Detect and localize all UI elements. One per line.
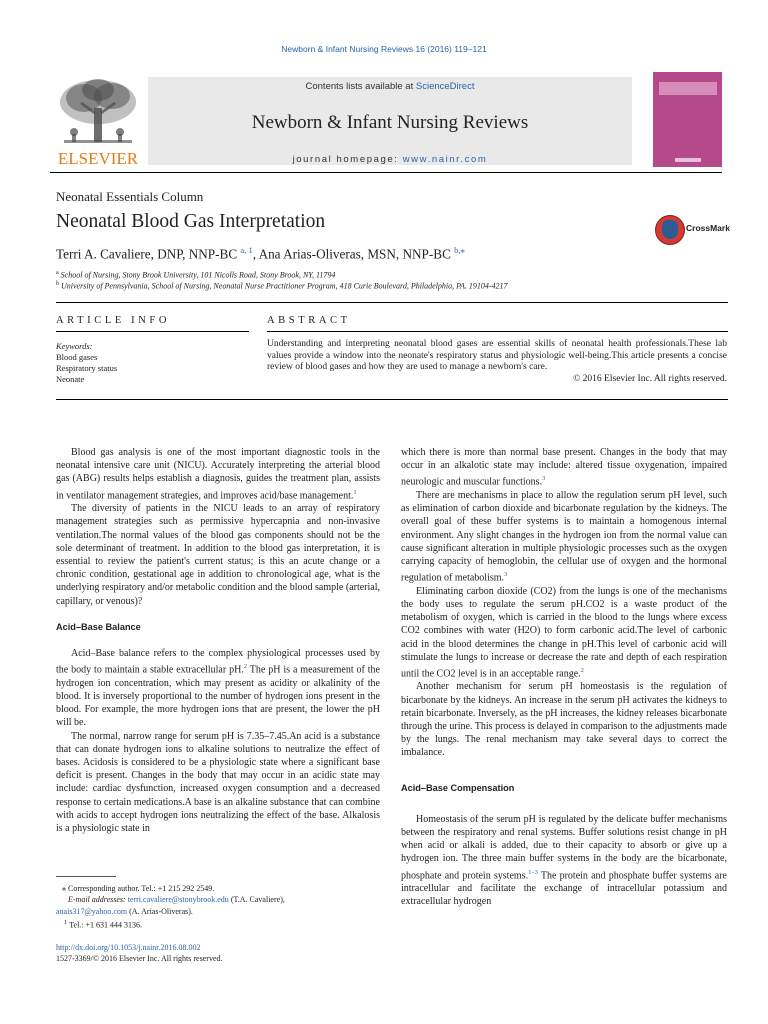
cover-bar [675, 158, 701, 162]
contents-line: Contents lists available at ScienceDirect [305, 81, 475, 92]
journal-banner [148, 77, 632, 165]
journal-homepage: journal homepage: www.nainr.com [292, 154, 488, 165]
abstract-copyright: © 2016 Elsevier Inc. All rights reserved. [573, 374, 727, 385]
keywords-label: Keywords: [56, 341, 93, 351]
sciencedirect-link[interactable]: ScienceDirect [415, 81, 475, 92]
journal-cover-thumbnail[interactable] [653, 72, 722, 167]
article-info-heading: ARTICLE INFO [56, 315, 171, 326]
body-column-right [401, 446, 727, 909]
footnotes [56, 883, 376, 931]
email-note-cont: anais317@yahoo.com (A. Arias-Oliveras). [56, 906, 193, 916]
footnote-divider [56, 876, 116, 877]
elsevier-logo[interactable] [50, 74, 146, 168]
email-link[interactable]: anais317@yahoo.com [56, 906, 128, 916]
column-label: Neonatal Essentials Column [56, 189, 204, 204]
paragraph: Blood gas analysis is one of the most important diagnostic tools in the neonatal intensive care unit (NICU). Accurately interpreting the arterial blood gas (ABG) results helps establish a diagnosis, guides the treatment plan, assists in ventilator management strategies, and improves acid/base management.$^1$ [56, 447, 380, 501]
affiliation-a: $^a$ School of Nursing, Stony Brook University, 101 Nicolls Road, Stony Brook, NY, 11794 [56, 270, 336, 280]
section-heading: Acid–Base Compensation [401, 782, 515, 793]
abstract-body [267, 339, 727, 386]
crossmark-badge[interactable] [655, 215, 730, 245]
keywords [56, 341, 117, 385]
journal-masthead [50, 72, 722, 168]
reference-link[interactable]: 1–3 [528, 868, 538, 876]
paragraph: Another mechanism for serum pH homeostasis is the regulation of bicarbonate by the kidneys. An increase in the serum pH activates the kidneys to retain bicarbonate. Inversely, as the pH increases, the kidney releases bicarbonate through the urine. This process is delayed in comparison to the adjustments made by the lungs. The renal mechanism may take several days to correct the imbalance. [401, 681, 727, 759]
author1-affiliation-link[interactable]: a, 1 [240, 245, 253, 255]
paragraph: which there is more than normal base present. Changes in the body that may occur in an alkalotic state may include: altered tissue oxygenation, impaired neurologic and muscular functions.$^3$ [401, 447, 727, 488]
keyword-item[interactable]: Blood gases [56, 352, 98, 362]
paragraph: Homeostasis of the serum pH is regulated by the delicate buffer mechanisms between the respiratory and renal systems. Buffer solutions resist change in pH when acid or alkali is added, due to their capacity to absorb or give up a hydrogen ion. The three main buffer systems in the body are the bicarbonate, phosphate and protein systems.$^{1-3}$ The protein and phosphate buffer systems are intracellular and facilitate the exchange of intracellular potassium and extracellular hydrogen [401, 813, 727, 908]
reference-link[interactable]: 2 [580, 666, 584, 674]
affiliation-b: $^b$ University of Pennsylvania, School of Nursing, Neonatal Nurse Practitioner Program, 418 Curie Boulevard, Philadelphia, PA. 19104-4217 [56, 281, 508, 291]
divider [56, 302, 728, 303]
homepage-link[interactable]: www.nainr.com [402, 154, 488, 165]
reference-link[interactable]: 3 [542, 475, 546, 483]
corresponding-author-note: ⁎ Corresponding author. Tel.: +1 215 292 2549. [62, 884, 215, 893]
paragraph: The normal, narrow range for serum pH is 7.35–7.45.An acid is a substance that can donate hydrogen ions to alkaline solutions to neutralize the effect of bases. Acidosis is considered to be a physiologic state where a significant base deficit is present. Changes in the body that may occur in an acidic state may include: cardiac dysfunction, increased oxygen consumption and a decreased response to certain medications.A base is an alkaline substance that can combine with acids to accept hydrogen ions neutralizing the effect of the base. Alkalosis is a physiologic state in [56, 730, 380, 834]
divider [56, 331, 249, 332]
paragraph: Acid–Base balance refers to the complex physiological processes used by the body to maintain a stable extracellular pH.$^2$ The pH is a measurement of the hydrogen ion concentration, which may present as acidity or alkalinity of the blood. It is inversely proportional to the number of hydrogen ions present in the blood. For example, the more hydrogen ions that are present, the lower the pH will be. [56, 647, 380, 729]
doi-link[interactable]: http://dx.doi.org/10.1053/j.nainr.2016.08.002 [56, 943, 201, 952]
elsevier-tree-icon [50, 74, 146, 168]
paragraph: There are mechanisms in place to allow the regulation serum pH level, such as elimination of carbon dioxide and bicarbonate regulation by the kidneys. The overall goal of these buffer systems is to maintain a homogenous internal environment. Any slight changes in the hydrogen ion from the normal value can cause significant alteration in multiple physiologic processes such as the oxygen carrying capacity of hemoglobin, the cellular use of oxygen and the hormonal regulation of metabolism.$^3$ [401, 489, 727, 584]
reference-link[interactable]: 1 [353, 488, 357, 496]
section-heading: Acid–Base Balance [56, 621, 141, 632]
doi-block [56, 942, 223, 965]
abstract-text: Understanding and interpreting neonatal blood gases are essential skills of neonatal health professionals.These lab values provide a window into the neonate's respiratory status and physiologic well-being.This article presents a concise review of blood gases and how they are used to manage a newborn's care. [267, 339, 727, 373]
reference-link[interactable]: 2 [243, 663, 248, 671]
reference-link[interactable]: 3 [504, 571, 508, 579]
crossmark-icon [655, 215, 685, 245]
author-list: Terri A. Cavaliere, DNP, NNP-BC $^{a, 1}$, Ana Arias-Oliveras, MSN, NNP-BC $^{b,⁎}$ [56, 245, 465, 262]
divider [56, 399, 728, 400]
article-title: Neonatal Blood Gas Interpretation [56, 211, 326, 232]
divider [50, 172, 722, 173]
keyword-item[interactable]: Respiratory status [56, 363, 118, 373]
svg-text:ELSEVIER: ELSEVIER [57, 149, 139, 168]
issn-copyright: 1527-3369/© 2016 Elsevier Inc. All rights reserved. [56, 954, 223, 964]
paragraph: The diversity of patients in the NICU leads to an array of respiratory management strategies such as permissive hypercapnia and non-invasive ventilation.The normal values of the blood gas components should not be the sole determinant of treatment. In addition to the blood gas interpretation, it is essential to review the patient's current status; is this an acute change or a chronic condition, gestational age in addition to chronological age, what is the underlying respiratory and/or metabolic condition and the blood sample (arterial, capillary, or venous)? [56, 503, 380, 607]
paragraph: Eliminating carbon dioxide (CO2) from the lungs is one of the mechanisms the body uses to regulate the serum pH.CO2 is a waste product of the metabolism of oxygen, which is carried in the blood to the lungs where excess CO2 combines with water (H2O) to form carbonic acid.The level of carbonic acid in the blood determines the change in pH.This level of carbonic acid will stimulate the lungs to increase or decrease the rate and depth of each respiration until the CO2 level is in an acceptable range.$^2$ [401, 585, 727, 680]
body-column-left [56, 446, 380, 835]
email-link[interactable]: terri.cavaliere@stonybrook.edu [127, 895, 229, 905]
keyword-item[interactable]: Neonate [56, 374, 85, 384]
journal-citation[interactable]: Newborn & Infant Nursing Reviews 16 (2016) 119–121 [281, 44, 487, 54]
cover-title-block [659, 82, 717, 95]
author2-affiliation-link[interactable]: b,⁎ [454, 245, 465, 255]
crossmark-label: CrossMark [686, 223, 730, 233]
abstract-heading: ABSTRACT [267, 315, 351, 326]
email-note: E-mail addresses: terri.cavaliere@stonybrook.edu (T.A. Cavaliere), [68, 895, 285, 905]
divider [267, 331, 728, 332]
journal-title: Newborn & Infant Nursing Reviews [251, 112, 529, 133]
telephone-note: $^1$ Tel.: +1 631 444 3136. [64, 919, 143, 930]
